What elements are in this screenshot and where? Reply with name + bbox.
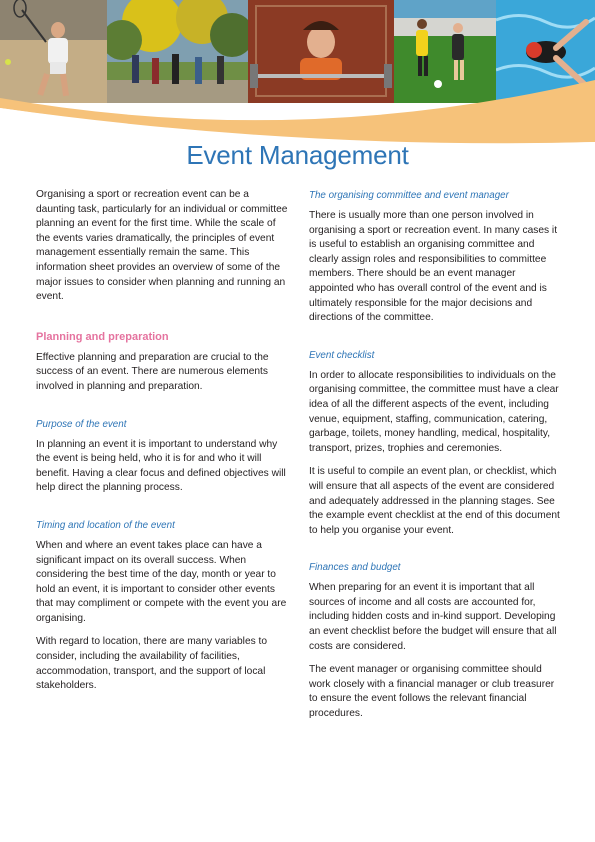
timing-paragraph-1: When and where an event takes place can have a significant impact on its overall success. When considering the best time of the day, month or year to hold an event, it is important to consider other events that may compliment or compete with the event you are organising. <box>36 539 287 624</box>
right-column <box>309 188 561 731</box>
planning-heading: Planning and preparation <box>36 330 169 343</box>
left-column <box>36 188 288 703</box>
purpose-heading: Purpose of the event <box>36 418 127 430</box>
checklist-paragraph-1: In order to allocate responsibilities to individuals on the organising committee, the committee must have a clear idea of all the different aspects of the event, including venue, equipment, staffing, communication, catering, garbage, toilets, money handling, medical, hospitality, transport, prizes, trophies and ceremonies. <box>309 369 559 454</box>
banner-swoosh <box>0 0 595 150</box>
purpose-paragraph: In planning an event it is important to understand why the event is being held, who it is for and who it will benefit. Having a clear focus and defined objectives will help direct the planning process. <box>36 438 286 494</box>
finance-paragraph-2: The event manager or organising committee should work closely with a financial manager or club treasurer to ensure the event follows the relevant financial procedures. <box>309 664 555 720</box>
checklist-paragraph-2: It is useful to compile an event plan, or checklist, which will ensure that all aspects of the event are considered and adequately addressed in the planning stages. See the example event checklist at the end of this document to help you organise your event. <box>309 466 560 536</box>
page-title: Event Management <box>186 140 409 170</box>
intro-paragraph: Organising a sport or recreation event can be a daunting task, particularly for an individual or committee planning an event for the first time. While the scale of the events varies dramatically, the principles of event management essentially remain the same. This information sheet provides an overview of some of the major issues to consider when planning and running an event. <box>36 189 288 303</box>
planning-paragraph: Effective planning and preparation are crucial to the success of an event. There are numerous elements involved in planning and preparation. <box>36 351 269 392</box>
timing-heading: Timing and location of the event <box>36 519 175 531</box>
committee-paragraph: There is usually more than one person involved in organising a sport or recreation event. In many cases it is useful to establish an organising committee and clearly assign roles and responsibilities to committee members. There should be an event manager appointed who has overall control of the event and is ultimately responsible for the major decisions and directions of the committee. <box>309 210 558 324</box>
finance-paragraph-1: When preparing for an event it is important that all sources of income and all costs are accounted for, including hidden costs and in-kind support. Developing an event checklist before the budget will ensure that all costs are considered. <box>309 582 557 652</box>
header-banner <box>0 0 595 150</box>
committee-heading: The organising committee and event manager <box>309 190 509 201</box>
finance-heading: Finances and budget <box>309 562 401 574</box>
timing-paragraph-2: With regard to location, there are many variables to consider, including the availability of facilities, accommodation, transport, and the support of local stakeholders. <box>36 636 268 692</box>
checklist-heading: Event checklist <box>309 349 375 361</box>
